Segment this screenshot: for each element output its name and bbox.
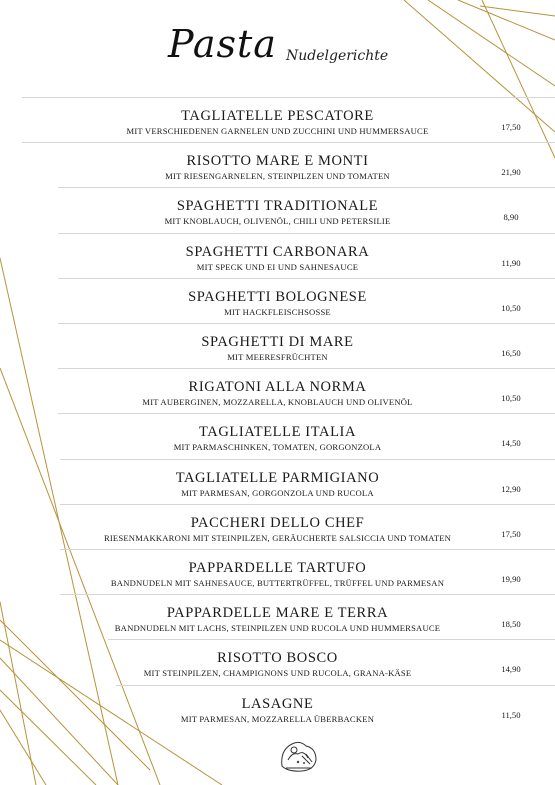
divider xyxy=(58,233,555,234)
divider xyxy=(60,594,555,595)
dish-description: MIT SPECK UND EI UND SAHNESAUCE xyxy=(196,261,359,272)
dish-price: 17,50 xyxy=(501,528,521,539)
dish-description: MIT PARMESAN, MOZZARELLA ÜBERBACKEN xyxy=(180,713,375,724)
dish-price: 12,90 xyxy=(501,483,521,494)
dish-price: 14,90 xyxy=(501,664,521,675)
dish-description: MIT RIESENGARNELEN, STEINPILZEN UND TOMATEN xyxy=(165,171,390,182)
dish-name: SPAGHETTI TRADITIONALE xyxy=(176,198,379,215)
menu-item xyxy=(0,459,555,504)
menu-item xyxy=(0,639,555,684)
divider xyxy=(108,639,555,640)
dish-name: PAPPARDELLE TARTUFO xyxy=(188,560,367,576)
divider xyxy=(58,278,555,279)
divider xyxy=(58,187,555,188)
divider xyxy=(60,504,555,505)
divider xyxy=(58,323,555,324)
dish-name: PACCHERI DELLO CHEF xyxy=(190,514,365,531)
dish-description: MIT MEERESFRÜCHTEN xyxy=(227,352,328,362)
dish-name: RIGATONI ALLA NORMA xyxy=(188,379,367,396)
menu-item xyxy=(0,187,555,232)
dish-price: 17,50 xyxy=(501,122,521,132)
divider xyxy=(22,142,555,143)
divider xyxy=(58,413,555,414)
menu-item xyxy=(0,368,555,413)
dish-price: 11,90 xyxy=(501,257,521,268)
menu-item xyxy=(0,549,555,594)
dish-price: 14,50 xyxy=(501,438,521,449)
dish-price: 11,50 xyxy=(501,709,521,720)
dish-name: TAGLIATELLE ITALIA xyxy=(198,424,357,441)
dish-price: 18,50 xyxy=(501,619,521,630)
menu-item xyxy=(0,594,555,639)
menu-item xyxy=(0,97,555,142)
menu-item xyxy=(0,685,555,730)
dish-description: MIT PARMASCHINKEN, TOMATEN, GORGONZOLA xyxy=(173,442,382,453)
dish-description: MIT VERSCHIEDENEN GARNELEN UND ZUCCHINI UND HUMMERSAUCE xyxy=(126,126,429,136)
menu-item xyxy=(0,413,555,458)
dish-price: 8,90 xyxy=(503,212,519,223)
divider xyxy=(22,97,555,98)
dish-name: TAGLIATELLE PARMIGIANO xyxy=(175,469,380,486)
menu-title: Pasta xyxy=(168,22,277,66)
dish-name: PAPPARDELLE MARE E TERRA xyxy=(166,605,389,622)
dish-description: MIT KNOBLAUCH, OLIVENÖL, CHILI UND PETERSILIE xyxy=(164,216,391,227)
dish-name: TAGLIATELLE PESCATORE xyxy=(181,108,374,124)
dish-price: 10,50 xyxy=(501,302,521,313)
divider xyxy=(116,685,555,686)
dish-name: SPAGHETTI CARBONARA xyxy=(185,243,370,260)
dish-name: SPAGHETTI DI MARE xyxy=(201,334,354,350)
menu-subtitle: Nudelgerichte xyxy=(286,48,389,64)
divider xyxy=(60,549,555,550)
menu-item xyxy=(0,323,555,368)
dish-description: BANDNUDELN MIT LACHS, STEINPILZEN UND RUCOLA UND HUMMERSAUCE xyxy=(114,623,441,634)
dish-price: 10,50 xyxy=(501,393,521,404)
dish-description: MIT PARMESAN, GORGONZOLA UND RUCOLA xyxy=(181,487,374,498)
dish-price: 16,50 xyxy=(501,348,521,358)
dish-name: LASAGNE xyxy=(241,695,314,712)
menu-item xyxy=(0,142,555,187)
menu-item xyxy=(0,233,555,278)
dish-name: SPAGHETTI BOLOGNESE xyxy=(188,288,367,305)
dish-description: MIT AUBERGINEN, MOZZARELLA, KNOBLAUCH UND OLIVENÖL xyxy=(142,397,413,408)
menu-item xyxy=(0,278,555,323)
dish-name: RISOTTO BOSCO xyxy=(217,650,338,667)
divider xyxy=(60,459,555,460)
dish-description: MIT STEINPILZEN, CHAMPIGNONS UND RUCOLA, GRANA-KÄSE xyxy=(143,668,412,679)
menu-item xyxy=(0,504,555,549)
dish-description: BANDNUDELN MIT SAHNESAUCE, BUTTERTRÜFFEL, TRÜFFEL UND PARMESAN xyxy=(110,578,445,588)
dish-price: 19,90 xyxy=(501,574,521,584)
menu-header xyxy=(0,22,555,82)
dish-price: 21,90 xyxy=(501,167,521,178)
restaurant-emblem-icon xyxy=(276,736,322,774)
dish-description: MIT HACKFLEISCHSOSSE xyxy=(224,306,331,317)
divider xyxy=(58,368,555,369)
dish-name: RISOTTO MARE E MONTI xyxy=(186,153,369,170)
dish-description: RIESENMAKKARONI MIT STEINPILZEN, GERÄUCHERTE SALSICCIA UND TOMATEN xyxy=(103,532,452,543)
